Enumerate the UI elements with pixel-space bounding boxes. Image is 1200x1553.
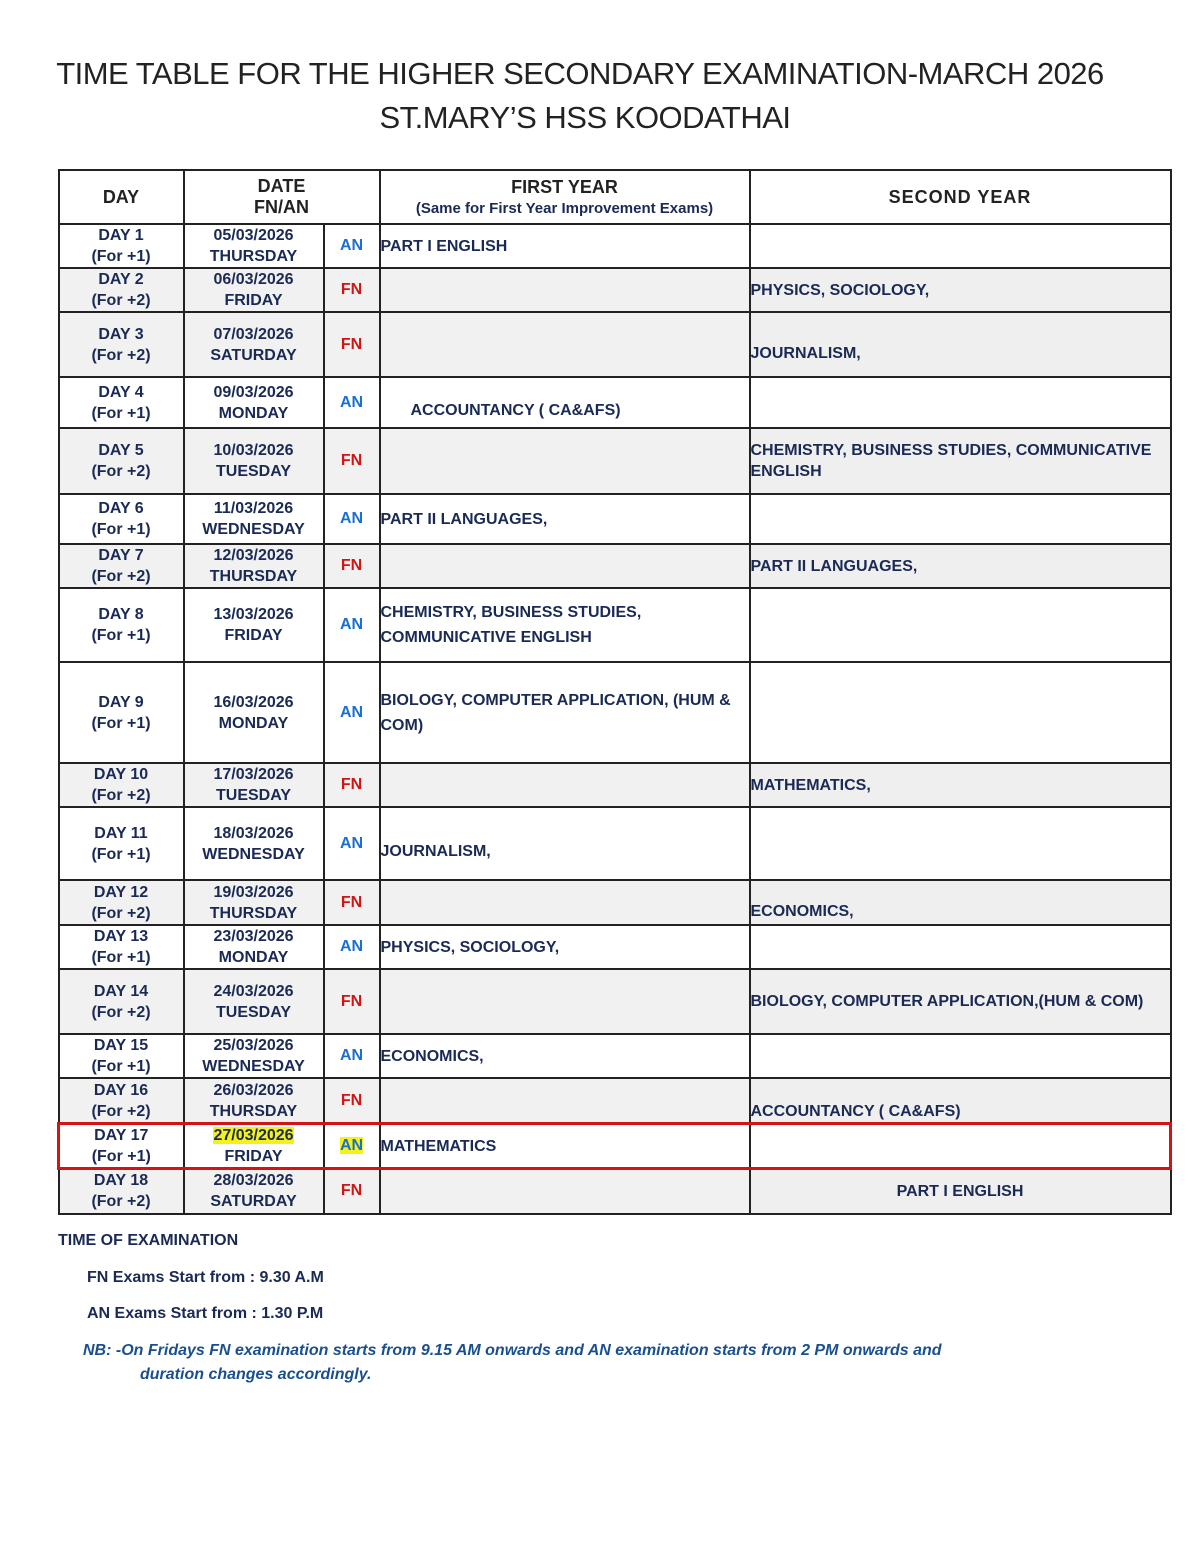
second-year-subject: PHYSICS, SOCIOLOGY, xyxy=(750,268,1171,312)
session-cell xyxy=(324,377,380,428)
day-cell xyxy=(59,969,184,1034)
header-day: DAY xyxy=(59,170,184,224)
table-row xyxy=(59,494,1171,544)
session-badge: FN xyxy=(340,776,363,793)
table-row xyxy=(59,880,1171,925)
day-label: DAY 3 xyxy=(98,325,144,343)
day-for: (For +1) xyxy=(91,714,151,732)
header-first-year-label: FIRST YEAR xyxy=(511,177,618,197)
date-cell xyxy=(184,662,324,763)
day-for: (For +2) xyxy=(91,1102,151,1120)
day-cell xyxy=(59,224,184,268)
first-year-subject: PHYSICS, SOCIOLOGY, xyxy=(380,925,750,969)
weekday: TUESDAY xyxy=(216,463,291,480)
session-badge: FN xyxy=(340,992,363,1010)
second-year-subject xyxy=(750,224,1171,268)
second-year-subject xyxy=(750,925,1171,969)
date-cell xyxy=(184,925,324,969)
session-badge: AN xyxy=(339,616,364,633)
date-value: 28/03/2026 xyxy=(213,1172,294,1190)
first-year-subject xyxy=(380,268,750,312)
weekday: FRIDAY xyxy=(224,627,283,644)
weekday: THURSDAY xyxy=(209,248,298,265)
session-cell xyxy=(324,1034,380,1078)
day-cell xyxy=(59,494,184,544)
table-row xyxy=(59,763,1171,807)
first-year-subject: PART I ENGLISH xyxy=(380,224,750,268)
page-title: TIME TABLE FOR THE HIGHER SECONDARY EXAMINATION-MARCH 2026 xyxy=(56,56,1104,91)
table-row xyxy=(59,1169,1171,1214)
table-row xyxy=(59,312,1171,377)
second-year-subject xyxy=(750,1034,1171,1078)
first-year-subject xyxy=(380,763,750,807)
first-year-subject: ECONOMICS, xyxy=(380,1034,750,1078)
weekday: WEDNESDAY xyxy=(202,845,305,863)
session-badge: AN xyxy=(339,1137,364,1154)
session-badge: FN xyxy=(340,281,363,298)
date-value: 16/03/2026 xyxy=(213,693,294,711)
first-year-subject: BIOLOGY, COMPUTER APPLICATION, (HUM & COM) xyxy=(380,662,750,763)
day-for: (For +1) xyxy=(91,404,151,422)
weekday: THURSDAY xyxy=(209,904,298,922)
fn-start-time: FN Exams Start from : 9.30 A.M xyxy=(87,1269,324,1286)
day-for: (For +2) xyxy=(91,463,151,480)
first-year-subject xyxy=(380,1078,750,1124)
day-for: (For +2) xyxy=(91,568,151,585)
table-row xyxy=(59,662,1171,763)
session-cell xyxy=(324,969,380,1034)
session-badge: AN xyxy=(339,393,364,411)
day-label: DAY 4 xyxy=(98,383,144,401)
session-cell xyxy=(324,588,380,662)
day-label: DAY 1 xyxy=(98,227,144,244)
date-value: 24/03/2026 xyxy=(213,982,294,1000)
day-label: DAY 18 xyxy=(93,1172,149,1190)
date-value: 27/03/2026 xyxy=(213,1127,294,1144)
session-cell xyxy=(324,224,380,268)
nb-note-line2: duration changes accordingly. xyxy=(140,1366,372,1383)
table-row xyxy=(59,224,1171,268)
date-cell xyxy=(184,1078,324,1124)
day-label: DAY 8 xyxy=(98,606,144,623)
day-cell xyxy=(59,880,184,925)
header-second-year: SECOND YEAR xyxy=(750,170,1171,224)
date-value: 07/03/2026 xyxy=(213,325,294,343)
an-start-time: AN Exams Start from : 1.30 P.M xyxy=(87,1305,324,1322)
day-label: DAY 12 xyxy=(93,883,149,901)
school-name: ST.MARY’S HSS KOODATHAI xyxy=(379,100,791,135)
date-value: 13/03/2026 xyxy=(213,606,294,623)
date-value: 09/03/2026 xyxy=(213,383,294,401)
day-label: DAY 13 xyxy=(93,928,149,945)
session-badge: AN xyxy=(339,237,364,254)
header-first-year xyxy=(380,170,750,224)
session-cell xyxy=(324,428,380,494)
timetable xyxy=(57,169,1172,1215)
first-year-subject: MATHEMATICS xyxy=(380,1124,750,1169)
weekday: MONDAY xyxy=(218,949,289,966)
day-for: (For +1) xyxy=(91,949,151,966)
date-value: 11/03/2026 xyxy=(213,500,294,517)
day-cell xyxy=(59,807,184,880)
second-year-subject: PART I ENGLISH xyxy=(750,1169,1171,1214)
day-label: DAY 14 xyxy=(93,982,149,1000)
second-year-subject: MATHEMATICS, xyxy=(750,763,1171,807)
session-badge: AN xyxy=(339,1047,364,1064)
second-year-subject xyxy=(750,662,1171,763)
session-badge: FN xyxy=(340,452,363,469)
first-year-subject: CHEMISTRY, BUSINESS STUDIES, COMMUNICATIVE ENGLISH xyxy=(380,588,750,662)
day-for: (For +1) xyxy=(91,1148,151,1165)
session-cell xyxy=(324,763,380,807)
date-cell xyxy=(184,544,324,588)
second-year-subject: ACCOUNTANCY ( CA&AFS) xyxy=(750,1078,1171,1124)
table-row xyxy=(59,925,1171,969)
session-cell xyxy=(324,494,380,544)
date-cell xyxy=(184,268,324,312)
first-year-subject xyxy=(380,880,750,925)
session-cell xyxy=(324,880,380,925)
date-cell xyxy=(184,1034,324,1078)
day-cell xyxy=(59,377,184,428)
day-label: DAY 11 xyxy=(94,824,148,842)
header-fnan-label: FN/AN xyxy=(254,197,309,217)
second-year-subject xyxy=(750,377,1171,428)
second-year-subject xyxy=(750,494,1171,544)
weekday: SATURDAY xyxy=(210,346,297,364)
weekday: TUESDAY xyxy=(216,787,291,804)
date-value: 23/03/2026 xyxy=(213,928,294,945)
date-cell xyxy=(184,377,324,428)
weekday: TUESDAY xyxy=(216,1003,291,1021)
first-year-subject: JOURNALISM, xyxy=(380,807,750,880)
weekday: MONDAY xyxy=(218,714,289,732)
day-cell xyxy=(59,925,184,969)
session-badge: AN xyxy=(339,510,364,527)
table-row xyxy=(59,588,1171,662)
day-cell xyxy=(59,268,184,312)
day-cell xyxy=(59,428,184,494)
first-year-subject xyxy=(380,312,750,377)
date-cell xyxy=(184,880,324,925)
date-cell xyxy=(184,763,324,807)
day-for: (For +1) xyxy=(91,521,151,538)
date-cell xyxy=(184,807,324,880)
date-value: 05/03/2026 xyxy=(213,227,294,244)
table-row xyxy=(59,268,1171,312)
day-for: (For +2) xyxy=(91,346,151,364)
first-year-subject xyxy=(380,544,750,588)
session-badge: FN xyxy=(340,1091,363,1109)
day-label: DAY 9 xyxy=(98,693,144,711)
session-badge: FN xyxy=(340,557,363,574)
first-year-subject xyxy=(380,428,750,494)
session-badge: FN xyxy=(340,335,363,353)
day-cell xyxy=(59,763,184,807)
weekday: THURSDAY xyxy=(209,568,298,585)
day-for: (For +1) xyxy=(91,627,151,644)
day-for: (For +2) xyxy=(91,292,151,309)
date-value: 06/03/2026 xyxy=(213,271,294,288)
date-cell xyxy=(184,494,324,544)
date-cell xyxy=(184,1124,324,1169)
day-label: DAY 2 xyxy=(98,271,144,288)
session-cell xyxy=(324,807,380,880)
second-year-subject: ECONOMICS, xyxy=(750,880,1171,925)
day-cell xyxy=(59,1124,184,1169)
date-value: 18/03/2026 xyxy=(213,824,294,842)
day-label: DAY 16 xyxy=(93,1081,149,1099)
second-year-subject xyxy=(750,1124,1171,1169)
day-label: DAY 7 xyxy=(98,547,144,564)
session-badge: AN xyxy=(339,703,364,721)
notes-heading: TIME OF EXAMINATION xyxy=(58,1232,239,1249)
day-for: (For +2) xyxy=(91,1003,151,1021)
session-cell xyxy=(324,268,380,312)
weekday: FRIDAY xyxy=(224,292,283,309)
second-year-subject: PART II LANGUAGES, xyxy=(750,544,1171,588)
session-cell xyxy=(324,1078,380,1124)
weekday: FRIDAY xyxy=(224,1148,283,1165)
date-value: 19/03/2026 xyxy=(213,883,294,901)
date-value: 10/03/2026 xyxy=(213,442,294,459)
date-cell xyxy=(184,428,324,494)
second-year-subject xyxy=(750,807,1171,880)
first-year-subject xyxy=(380,969,750,1034)
date-cell xyxy=(184,312,324,377)
day-label: DAY 15 xyxy=(93,1037,149,1054)
session-cell xyxy=(324,1124,380,1169)
date-cell xyxy=(184,224,324,268)
day-for: (For +2) xyxy=(91,787,151,804)
session-badge: FN xyxy=(340,1182,363,1200)
day-cell xyxy=(59,1078,184,1124)
weekday: SATURDAY xyxy=(210,1193,297,1211)
weekday: WEDNESDAY xyxy=(202,521,305,538)
day-for: (For +1) xyxy=(91,1058,151,1075)
table-row xyxy=(59,1078,1171,1124)
session-cell xyxy=(324,925,380,969)
table-row xyxy=(59,544,1171,588)
day-cell xyxy=(59,544,184,588)
nb-note-line1: NB: -On Fridays FN examination starts from 9.15 AM onwards and AN examination starts from 2 PM onwards and xyxy=(83,1342,942,1359)
day-for: (For +1) xyxy=(91,248,151,265)
session-badge: AN xyxy=(339,834,364,852)
first-year-subject: ACCOUNTANCY ( CA&AFS) xyxy=(380,377,750,428)
second-year-subject: BIOLOGY, COMPUTER APPLICATION,(HUM & COM) xyxy=(750,969,1171,1034)
day-for: (For +2) xyxy=(91,1193,151,1211)
table-row xyxy=(59,1034,1171,1078)
weekday: MONDAY xyxy=(218,404,289,422)
session-cell xyxy=(324,312,380,377)
day-cell xyxy=(59,312,184,377)
date-value: 25/03/2026 xyxy=(213,1037,294,1054)
table-row xyxy=(59,1124,1171,1169)
table-row xyxy=(59,969,1171,1034)
day-label: DAY 10 xyxy=(93,766,149,783)
date-value: 26/03/2026 xyxy=(213,1081,294,1099)
weekday: THURSDAY xyxy=(209,1102,298,1120)
date-cell xyxy=(184,1169,324,1214)
date-value: 17/03/2026 xyxy=(213,766,294,783)
timetable-body xyxy=(59,224,1171,1214)
header-first-year-sub: (Same for First Year Improvement Exams) xyxy=(415,200,714,217)
day-cell xyxy=(59,588,184,662)
session-cell xyxy=(324,544,380,588)
header-date xyxy=(184,170,380,224)
session-cell xyxy=(324,1169,380,1214)
day-for: (For +1) xyxy=(91,845,151,863)
day-cell xyxy=(59,1034,184,1078)
session-badge: FN xyxy=(340,893,363,911)
table-row xyxy=(59,377,1171,428)
date-cell xyxy=(184,969,324,1034)
table-row xyxy=(59,428,1171,494)
table-row xyxy=(59,807,1171,880)
day-cell xyxy=(59,662,184,763)
day-cell xyxy=(59,1169,184,1214)
first-year-subject xyxy=(380,1169,750,1214)
second-year-subject xyxy=(750,588,1171,662)
weekday: WEDNESDAY xyxy=(202,1058,305,1075)
day-label: DAY 5 xyxy=(98,442,144,459)
first-year-subject: PART II LANGUAGES, xyxy=(380,494,750,544)
header-date-label: DATE xyxy=(257,176,306,196)
session-badge: AN xyxy=(339,938,364,955)
second-year-subject: CHEMISTRY, BUSINESS STUDIES, COMMUNICATIVE ENGLISH xyxy=(750,428,1171,494)
second-year-subject: JOURNALISM, xyxy=(750,312,1171,377)
date-cell xyxy=(184,588,324,662)
day-for: (For +2) xyxy=(91,904,151,922)
day-label: DAY 6 xyxy=(98,500,144,517)
date-value: 12/03/2026 xyxy=(213,547,294,564)
day-label: DAY 17 xyxy=(94,1127,149,1144)
session-cell xyxy=(324,662,380,763)
